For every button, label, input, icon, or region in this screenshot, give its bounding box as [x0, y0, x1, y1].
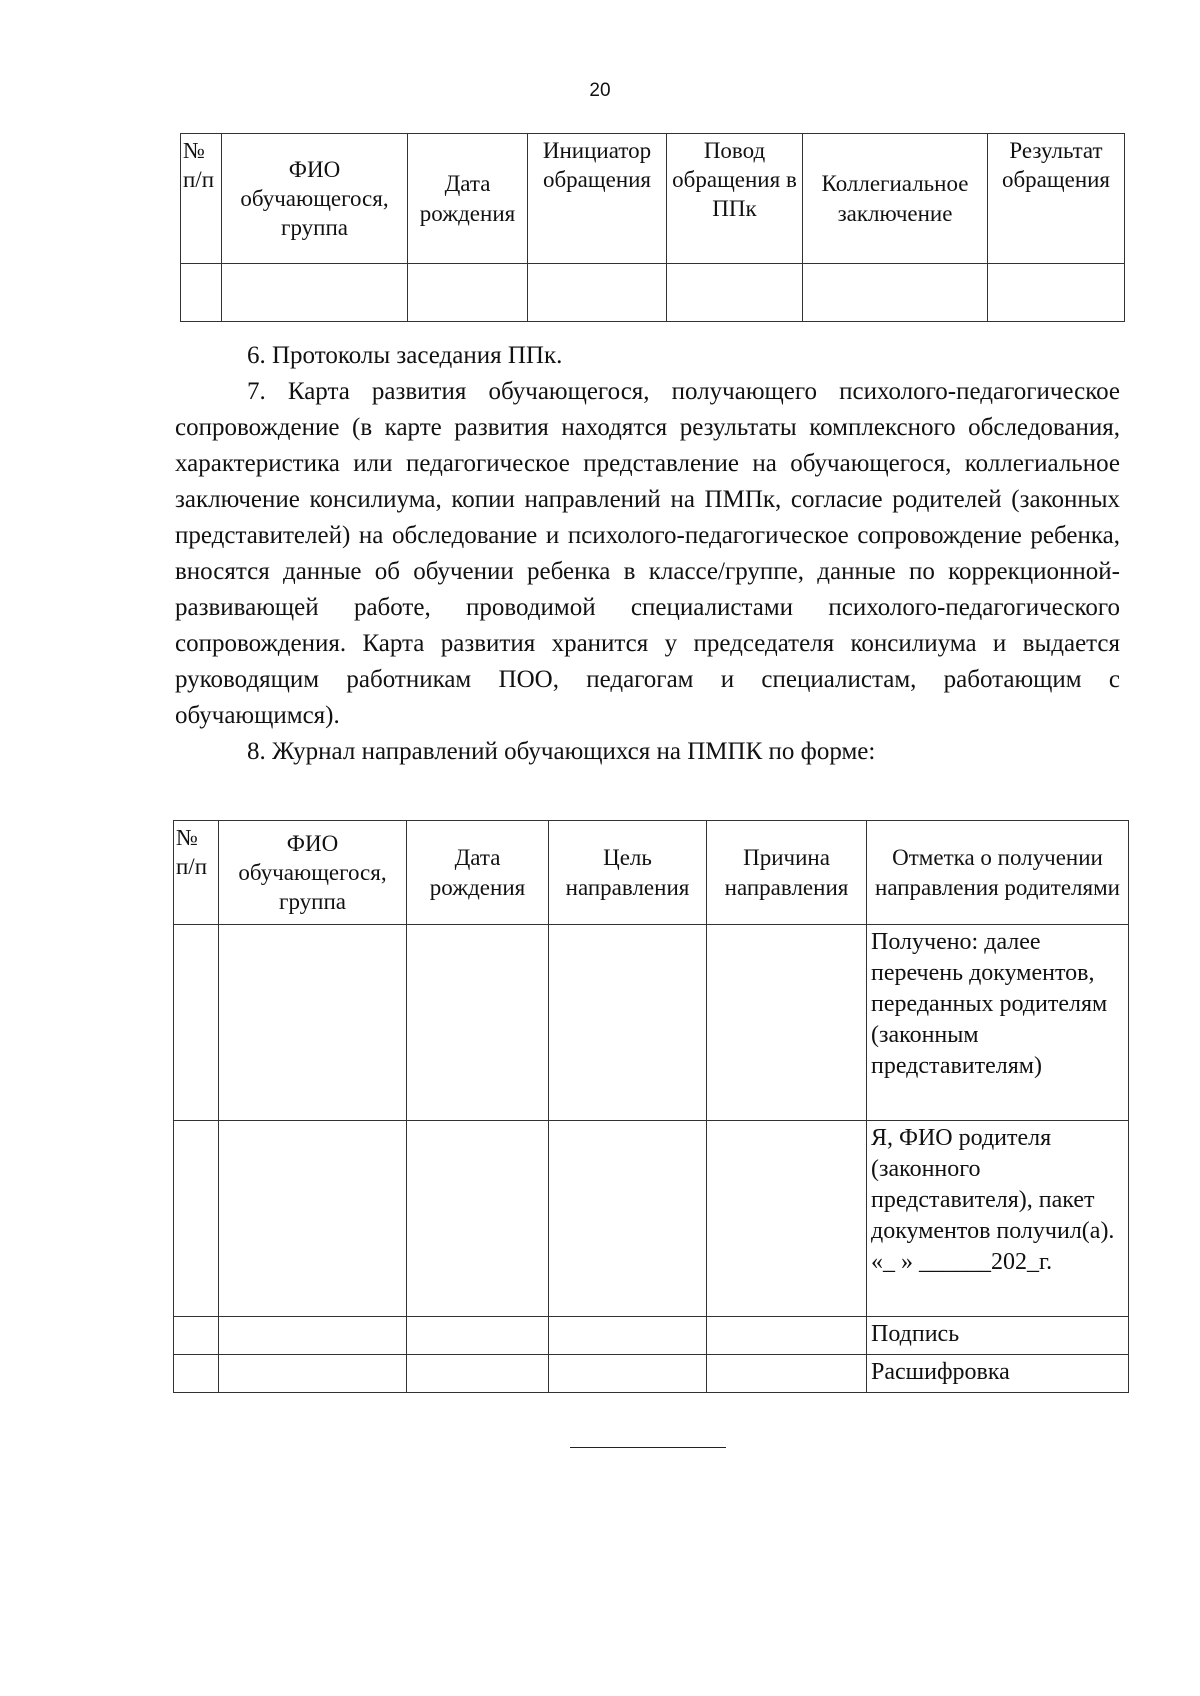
table-cell: [174, 1121, 219, 1317]
table-cell: [407, 1355, 549, 1393]
date-line: «_ » ______202_г.: [871, 1249, 1053, 1275]
table-cell: [707, 1121, 867, 1317]
paragraph-7: 7. Карта развития обучающегося, получающего психолого-педагогическое сопровождение (в карте развития находятся результаты комплексного обследования, характеристика или педагогическое представление на обучающегося, коллегиальное заключение консилиума, копии направлений на ПМПк, согласие родителей (законных представителей) на обследование и психолого-педагогическое сопровождение ребенка, вносятся данные об обучении ребенка в классе/группе, данные по коррекционной-развивающей работе, проводимой специалистами психолого-педагогического сопровождения. Карта развития хранится у председателя консилиума и выдается руководящим работникам ПОО, педагогам и специалистам, работающим с обучающимся).: [175, 378, 1120, 729]
table-cell: [407, 1317, 549, 1355]
table-cell: [174, 1317, 219, 1355]
table2-header-purpose: Цель направления: [549, 821, 707, 925]
footer-divider: [570, 1447, 726, 1448]
table1-header-student: ФИО обучающегося, группа: [222, 134, 408, 264]
table2-row-decoding: [174, 1355, 1129, 1393]
table-cell: [174, 925, 219, 1121]
table2-header-parent-mark: Отметка о получении направления родителями: [867, 821, 1129, 925]
table-cell: [408, 264, 528, 322]
table2-header-cause: Причина направления: [707, 821, 867, 925]
table2-header-row: [174, 821, 1129, 925]
table2-header-birthdate: Дата рождения: [407, 821, 549, 925]
table-cell: [549, 1317, 707, 1355]
table-cell: [667, 264, 803, 322]
table1-header-row: [181, 134, 1125, 264]
parent-note-cell: [867, 1121, 1129, 1317]
table-cell: [549, 1121, 707, 1317]
table-cell: [222, 264, 408, 322]
table-cell: [707, 1317, 867, 1355]
table-cell: [528, 264, 667, 322]
referral-journal-table: [173, 820, 1129, 1393]
table-cell: [549, 925, 707, 1121]
table-cell: [219, 925, 407, 1121]
body-text: [175, 338, 1120, 770]
page-number: 20: [589, 80, 611, 101]
table2-row-signature: [174, 1317, 1129, 1355]
parent-note: Я, ФИО родителя (законного представителя), пакет документов получил(а).: [871, 1125, 1115, 1244]
table-cell: [407, 1121, 549, 1317]
table-cell: [174, 1355, 219, 1393]
table2-header-student: ФИО обучающегося, группа: [219, 821, 407, 925]
table-cell: [988, 264, 1125, 322]
table1-header-reason: Повод обращения в ППк: [667, 134, 803, 264]
table2-row-parent: [174, 1121, 1129, 1317]
decoding-label: Расшифровка: [867, 1355, 1129, 1393]
table1-header-birthdate: Дата рождения: [408, 134, 528, 264]
table-cell: [707, 925, 867, 1121]
table-cell: [803, 264, 988, 322]
table-cell: [707, 1355, 867, 1393]
table1-empty-row: [181, 264, 1125, 322]
table2-header-number: № п/п: [174, 821, 219, 925]
table-cell: [219, 1317, 407, 1355]
table1-header-number: № п/п: [181, 134, 222, 264]
consultation-requests-table: [180, 133, 1125, 322]
received-note: Получено: далее перечень документов, переданных родителям (законным представителям): [867, 925, 1129, 1121]
table1-header-initiator: Инициатор обращения: [528, 134, 667, 264]
table2-row-received: [174, 925, 1129, 1121]
table-cell: [219, 1355, 407, 1393]
table-cell: [181, 264, 222, 322]
table-cell: [407, 925, 549, 1121]
paragraph-8: 8. Журнал направлений обучающихся на ПМПК по форме:: [247, 738, 876, 765]
table-cell: [549, 1355, 707, 1393]
table1-header-conclusion: Коллегиальное заключение: [803, 134, 988, 264]
table1-header-result: Результат обращения: [988, 134, 1125, 264]
paragraph-6: 6. Протоколы заседания ППк.: [247, 342, 563, 369]
table-cell: [219, 1121, 407, 1317]
signature-label: Подпись: [867, 1317, 1129, 1355]
